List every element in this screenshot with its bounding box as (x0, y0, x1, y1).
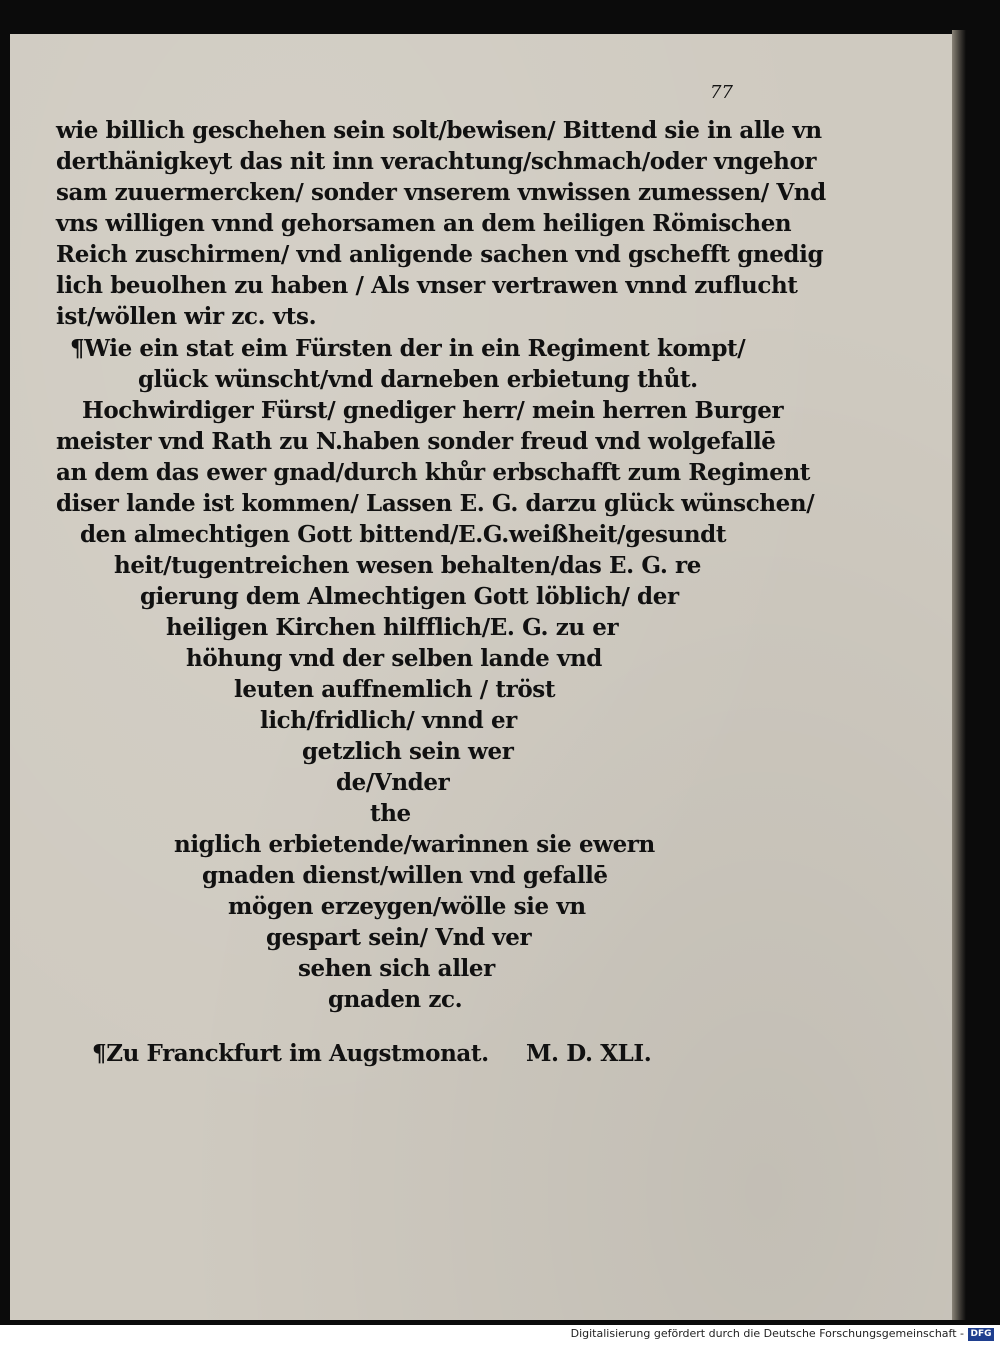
text-line: the (370, 800, 411, 827)
text-line: gespart sein/ Vnd ver (266, 924, 532, 951)
text-line: de/Vnder (336, 769, 450, 796)
funding-notice: Digitalisierung gefördert durch die Deutsche Forschungsgemeinschaft - (570, 1327, 964, 1340)
text-line: den almechtigen Gott bittend/E.G.weißheit/gesundt (80, 521, 727, 548)
text-line: leuten auffnemlich / tröst (234, 676, 556, 703)
text-line: Hochwirdiger Fürst/ gnediger herr/ mein herren Burger (82, 397, 784, 424)
text-line: sehen sich aller (298, 955, 495, 982)
text-line: diser lande ist kommen/ Lassen E. G. darzu glück wünschen/ (56, 490, 815, 517)
text-line: mögen erzeygen/wölle sie vn (228, 893, 586, 920)
text-line: höhung vnd der selben lande vnd (186, 645, 602, 672)
text-line: gnaden zc. (328, 986, 463, 1013)
text-line: lich/fridlich/ vnnd er (260, 707, 517, 734)
text-line: Reich zuschirmen/ vnd anligende sachen vnd gschefft gnedig (56, 241, 824, 268)
footer-bar (0, 1325, 1000, 1345)
section-heading-line: ¶Wie ein stat eim Fürsten der in ein Regiment kompt/ (70, 335, 746, 362)
page-number: 77 (710, 82, 733, 103)
section-heading-line: glück wünscht/vnd darneben erbietung thůt. (138, 366, 698, 393)
text-line: sam zuuermercken/ sonder vnserem vnwissen zumessen/ Vnd (56, 179, 826, 206)
text-line: an dem das ewer gnad/durch khůr erbschafft zum Regiment (56, 459, 811, 486)
text-line: lich beuolhen zu haben / Als vnser vertrawen vnnd zuflucht (56, 272, 798, 299)
text-line: meister vnd Rath zu N.haben sonder freud vnd wolgefallē (56, 428, 776, 455)
text-line: gierung dem Almechtigen Gott löblich/ der (140, 583, 679, 610)
text-line: gnaden dienst/willen vnd gefallē (202, 862, 608, 889)
text-line: wie billich geschehen sein solt/bewisen/ Bittend sie in alle vn (56, 117, 822, 144)
imprint-place-date: ¶Zu Franckfurt im Augstmonat. (92, 1040, 489, 1067)
document-page (10, 34, 952, 1320)
dfg-logo: DFG (968, 1328, 994, 1341)
text-line: derthänigkeyt das nit inn verachtung/schmach/oder vngehor (56, 148, 817, 175)
text-line: ist/wöllen wir zc. vts. (56, 303, 317, 330)
text-line: heit/tugentreichen wesen behalten/das E. G. re (114, 552, 701, 579)
text-line: vns willigen vnnd gehorsamen an dem heiligen Römischen (56, 210, 792, 237)
imprint-year: M. D. XLI. (526, 1040, 652, 1067)
text-line: niglich erbietende/warinnen sie ewern (174, 831, 655, 858)
text-line: heiligen Kirchen hilfflich/E. G. zu er (166, 614, 619, 641)
page-edge (952, 30, 966, 1320)
text-line: getzlich sein wer (302, 738, 514, 765)
